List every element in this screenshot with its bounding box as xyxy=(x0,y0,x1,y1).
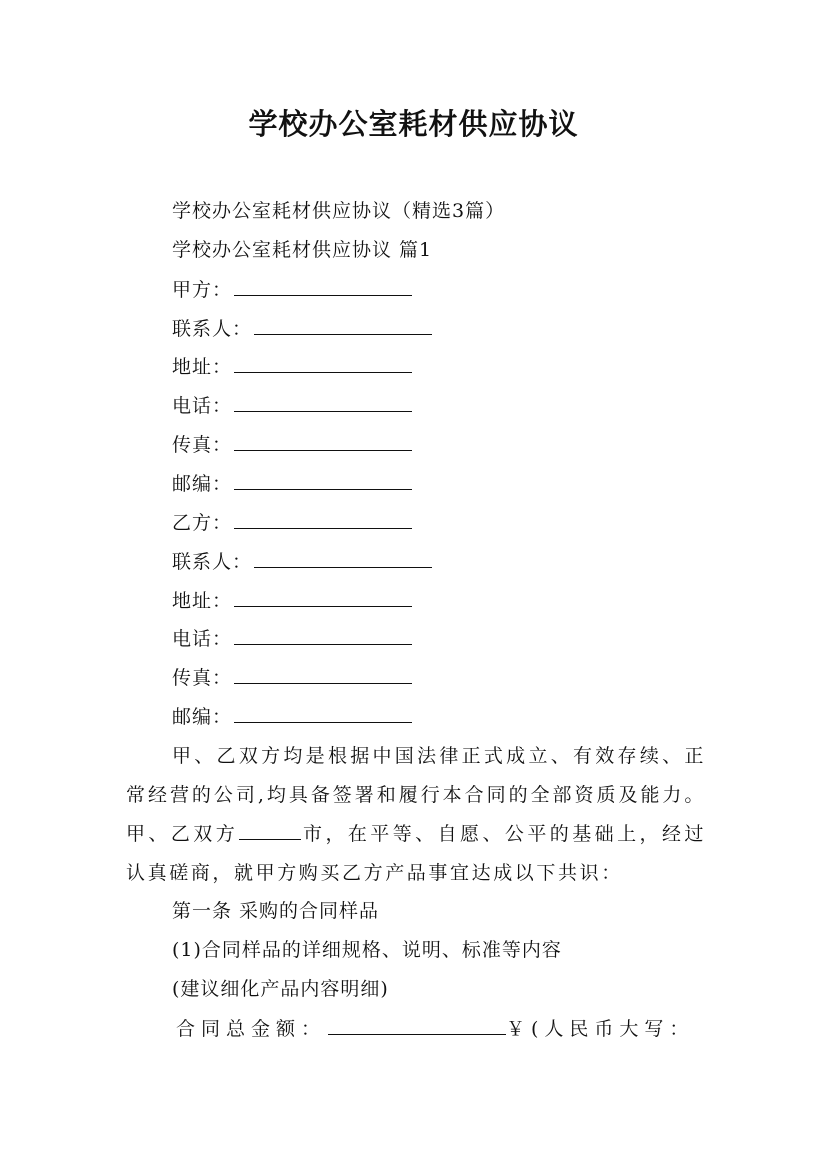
party-a-fax-row xyxy=(172,431,412,458)
party-a-postcode-row xyxy=(172,470,412,497)
party-a-phone-blank xyxy=(234,392,412,412)
party-b-row xyxy=(172,509,412,536)
party-b-address-label: 地址： xyxy=(172,590,233,612)
total-amount-label: 合同总金额： xyxy=(176,1018,327,1040)
party-b-label: 乙方： xyxy=(172,512,233,534)
party-a-phone-row xyxy=(172,392,412,419)
party-a-phone-label: 电话： xyxy=(172,395,233,417)
party-a-contact-label: 联系人： xyxy=(172,318,253,340)
document-title: 学校办公室耗材供应协议 xyxy=(248,107,579,141)
party-b-fax-label: 传真： xyxy=(172,667,233,689)
party-a-fax-blank xyxy=(234,431,412,451)
party-a-blank xyxy=(234,276,412,296)
party-b-contact-row xyxy=(172,548,432,575)
party-a-address-blank xyxy=(234,353,412,373)
article1-heading: 第一条 采购的合同样品 xyxy=(172,900,380,922)
article1-note: (建议细化产品内容明细) xyxy=(172,978,389,1000)
party-a-label: 甲方： xyxy=(172,279,233,301)
party-a-fax-label: 传真： xyxy=(172,434,233,456)
article1-item1: (1)合同样品的详细规格、说明、标准等内容 xyxy=(172,939,562,961)
party-a-address-label: 地址： xyxy=(172,356,233,378)
city-blank xyxy=(239,819,301,840)
party-b-fax-row xyxy=(172,664,412,691)
party-b-contact-blank xyxy=(254,548,432,568)
section-heading: 学校办公室耗材供应协议 篇1 xyxy=(172,239,433,261)
intro-text-part2: 市，在平等、自愿、公平的基础上，经过认真磋商，就甲方购买乙方产品事宜达成以下共识： xyxy=(126,823,706,884)
party-b-fax-blank xyxy=(234,664,412,684)
party-b-phone-label: 电话： xyxy=(172,628,233,650)
party-b-blank xyxy=(234,509,412,529)
party-a-row xyxy=(172,276,412,303)
party-a-postcode-blank xyxy=(234,470,412,490)
party-b-postcode-label: 邮编： xyxy=(172,706,233,728)
party-b-postcode-row xyxy=(172,703,412,730)
party-a-contact-row xyxy=(172,315,432,342)
party-b-phone-blank xyxy=(234,625,412,645)
party-a-address-row xyxy=(172,353,412,380)
party-b-phone-row xyxy=(172,625,412,652)
total-amount-row xyxy=(176,1015,694,1042)
total-amount-suffix: ￥(人民币大写： xyxy=(506,1018,695,1040)
party-b-address-row xyxy=(172,587,412,614)
party-b-postcode-blank xyxy=(234,703,412,723)
total-amount-blank xyxy=(328,1015,506,1035)
intro-text-part1: 甲、乙双方均是根据中国法律正式成立、有效存续、正常经营的公司,均具备签署和履行本合同的全部资质及能力。甲、乙双方 xyxy=(126,745,706,845)
party-b-contact-label: 联系人： xyxy=(172,551,253,573)
party-a-postcode-label: 邮编： xyxy=(172,473,233,495)
document-subtitle: 学校办公室耗材供应协议（精选3篇） xyxy=(172,200,506,222)
party-a-contact-blank xyxy=(254,315,432,335)
intro-paragraph xyxy=(126,737,706,893)
party-b-address-blank xyxy=(234,587,412,607)
